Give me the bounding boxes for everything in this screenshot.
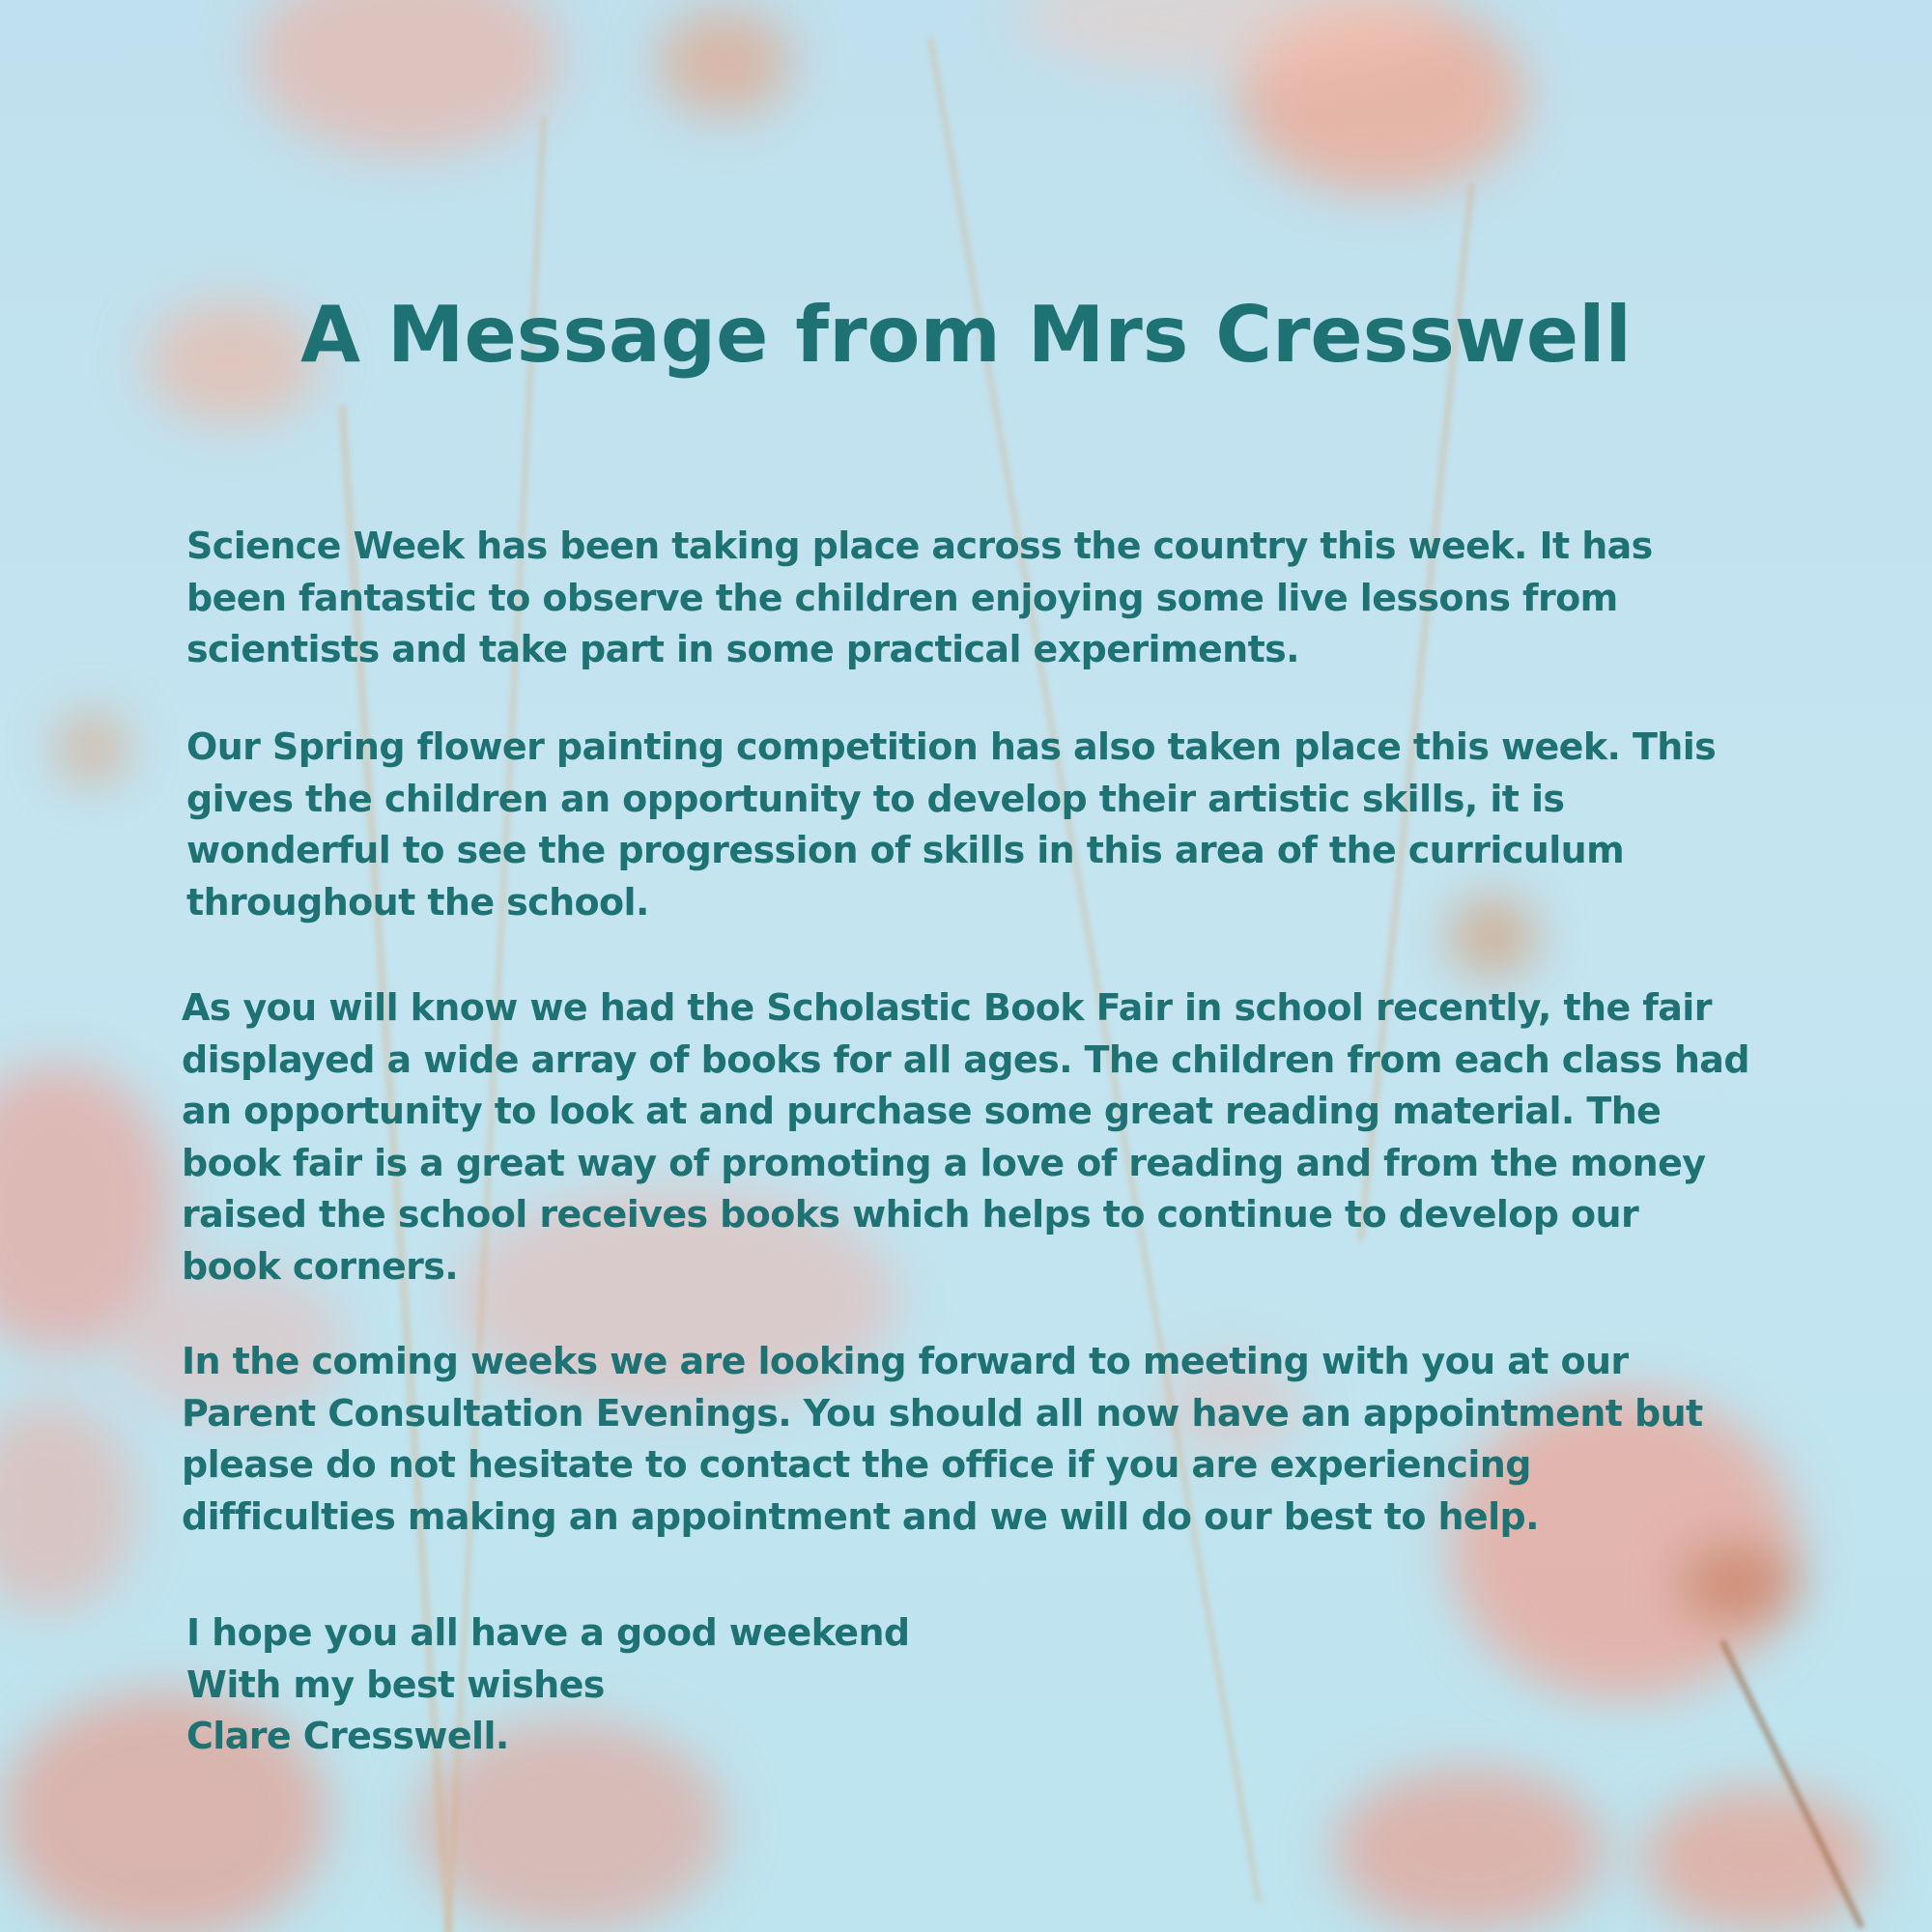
text-line: As you will know we had the Scholastic Book Fair in school recently, the fair	[182, 986, 1712, 1029]
signoff-wishes: With my best wishes	[186, 1662, 605, 1706]
text-line: In the coming weeks we are looking forward to meeting with you at our	[182, 1340, 1629, 1382]
signoff-greeting: I hope you all have a good weekend	[186, 1611, 910, 1654]
text-line: Parent Consultation Evenings. You should all now have an appointment but	[182, 1391, 1703, 1435]
text-line: scientists and take part in some practical experiments.	[186, 628, 1299, 670]
paragraph-painting-competition	[186, 722, 1771, 928]
paragraph-book-fair	[182, 982, 1766, 1293]
text-line: Our Spring flower painting competition has also taken place this week. This	[186, 725, 1717, 768]
paragraph-science-week	[186, 521, 1732, 676]
text-line: wonderful to see the progression of skills in this area of the curriculum	[186, 829, 1625, 871]
text-line: raised the school receives books which helps to continue to develop our	[182, 1193, 1639, 1236]
text-line: been fantastic to observe the children enjoying some live lessons from	[186, 576, 1618, 619]
text-line: throughout the school.	[186, 880, 649, 923]
text-line: an opportunity to look at and purchase some great reading material. The	[182, 1090, 1662, 1132]
signoff	[186, 1607, 910, 1763]
text-line: difficulties making an appointment and we will do our best to help.	[182, 1494, 1539, 1538]
text-line: gives the children an opportunity to develop their artistic skills, it is	[186, 777, 1565, 820]
signoff-signature: Clare Cresswell.	[186, 1715, 509, 1757]
paragraph-parent-consultation	[182, 1336, 1766, 1543]
text-line: book corners.	[182, 1244, 459, 1288]
text-line: Science Week has been taking place across the country this week. It has	[186, 525, 1653, 567]
page-title: A Message from Mrs Cresswell	[300, 290, 1632, 380]
text-line: book fair is a great way of promoting a love of reading and from the money	[182, 1141, 1706, 1184]
text-line: please do not hesitate to contact the office if you are experiencing	[182, 1443, 1531, 1486]
text-line: displayed a wide array of books for all ages. The children from each class had	[182, 1037, 1749, 1081]
